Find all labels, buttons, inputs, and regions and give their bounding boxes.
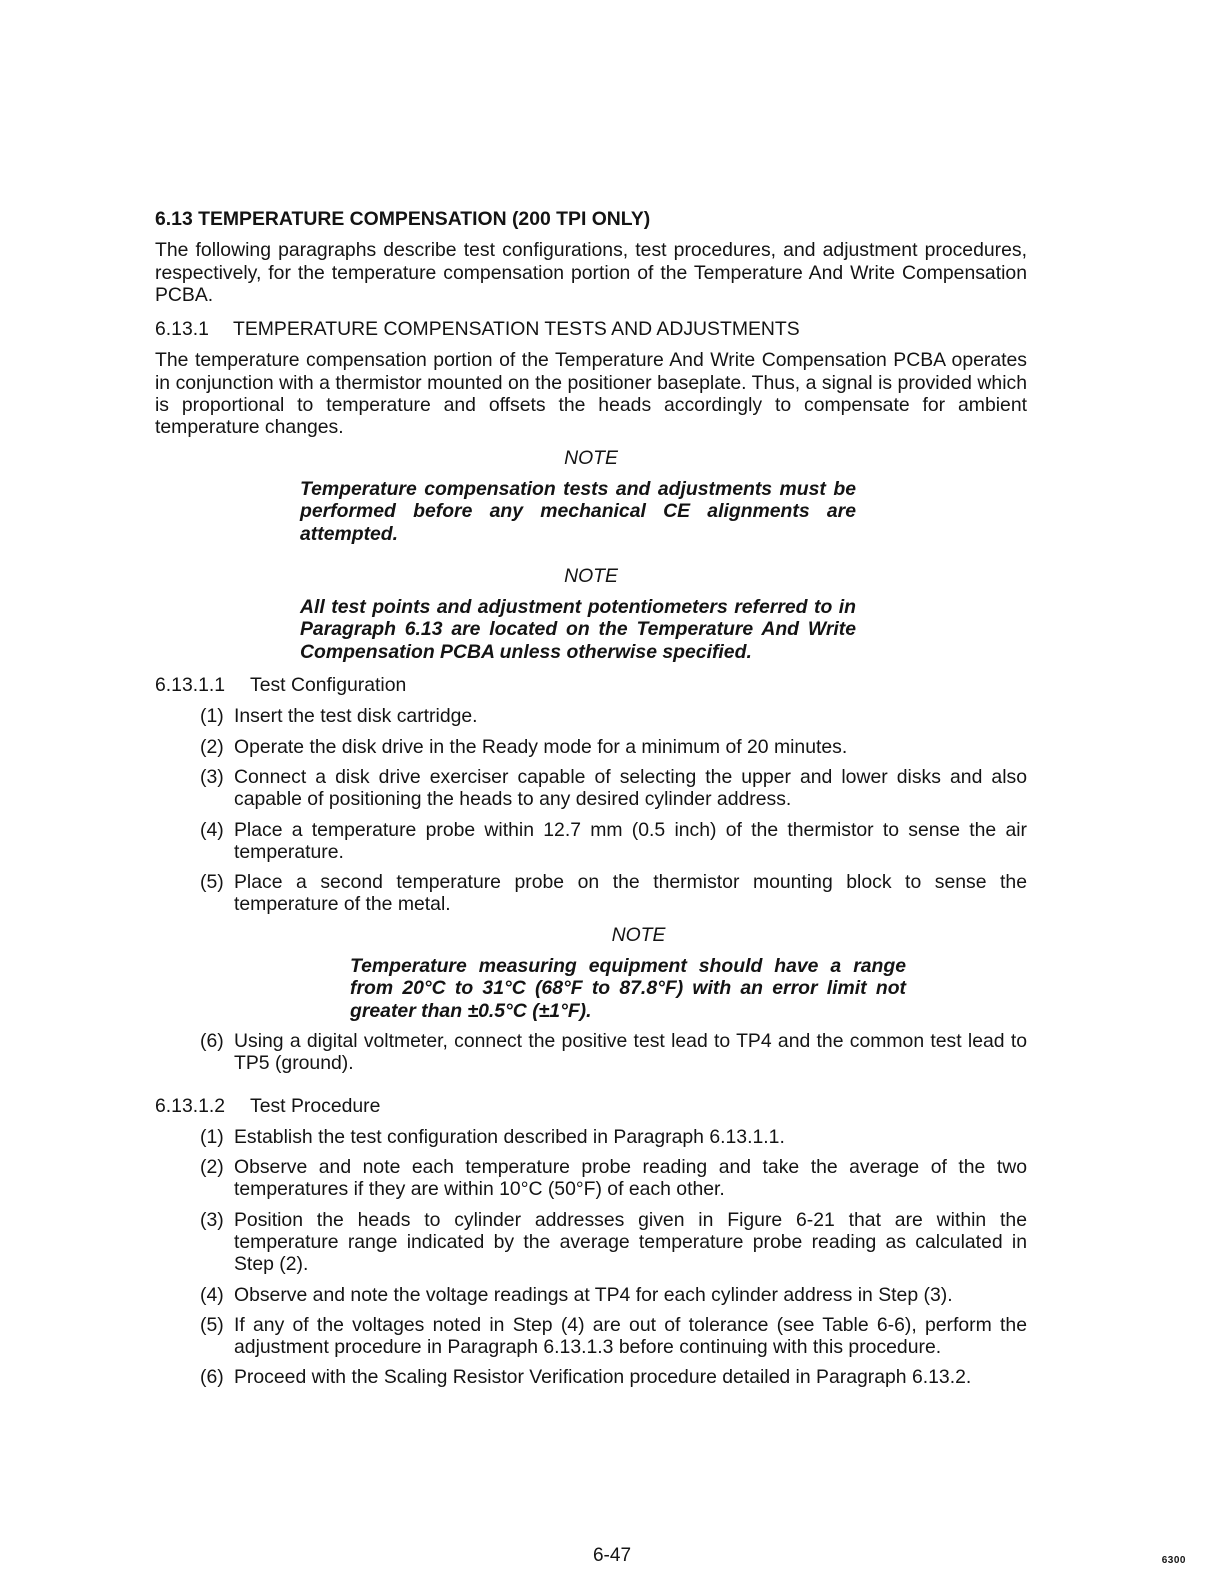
test-configuration-heading bbox=[155, 674, 1027, 696]
step-text: Operate the disk drive in the Ready mode for a minimum of 20 minutes. bbox=[234, 735, 848, 758]
list-item bbox=[200, 819, 1027, 864]
step-text: Connect a disk drive exerciser capable of selecting the upper and lower disks and also capable of positioning the heads to any desired cylinder address. bbox=[234, 765, 1027, 811]
subsection-body: The temperature compensation portion of the Temperature And Write Compensation PCBA operates in conjunction with a thermistor mounted on the positioner baseplate. Thus, a signal is provided which is proportional to temperature and offsets the heads accordingly to compensate for ambient temperature changes. bbox=[155, 349, 1027, 439]
list-item bbox=[200, 766, 1027, 811]
list-item bbox=[200, 705, 1027, 727]
note-1 bbox=[155, 447, 1027, 545]
section-heading: 6.13 TEMPERATURE COMPENSATION (200 TPI ONLY) bbox=[155, 208, 651, 230]
section-intro: The following paragraphs describe test configurations, test procedures, and adjustment procedures, respectively, for the temperature compensation portion of the Temperature And Write Compensation PCBA. bbox=[155, 239, 1027, 306]
step-text: Observe and note each temperature probe reading and take the average of the two temperatures if they are within 10°C (50°F) of each other. bbox=[234, 1156, 1027, 1201]
step-marker: (5) bbox=[200, 871, 224, 894]
test-configuration-title: Test Configuration bbox=[250, 674, 407, 697]
note-1-title: NOTE bbox=[564, 446, 618, 469]
test-procedure-heading bbox=[155, 1095, 1027, 1117]
note-3-text: Temperature measuring equipment should have a range from 20°C to 31°C (68°F to 87.8°F) with an error limit not greater than ±0.5°C (±1°F). bbox=[350, 955, 906, 1022]
step-marker: (4) bbox=[200, 818, 224, 841]
step-marker: (2) bbox=[200, 1156, 224, 1179]
step-marker: (3) bbox=[200, 1208, 224, 1231]
note-3-title: NOTE bbox=[611, 923, 666, 946]
step-marker: (1) bbox=[200, 1125, 224, 1148]
step-marker: (6) bbox=[200, 1366, 224, 1389]
test-procedure-number: 6.13.1.2 bbox=[155, 1094, 226, 1117]
list-item bbox=[200, 1156, 1027, 1201]
test-procedure-title: Test Procedure bbox=[250, 1094, 381, 1117]
document-code: 6300 bbox=[1161, 1555, 1186, 1566]
list-item bbox=[200, 736, 1027, 758]
test-procedure-steps bbox=[155, 1126, 1027, 1389]
step-text: Position the heads to cylinder addresses given in Figure 6-21 that are within the temperature range indicated by the average temperature probe reading as calculated in Step (2). bbox=[234, 1208, 1027, 1276]
list-item bbox=[200, 1284, 1027, 1306]
list-item bbox=[200, 1366, 1027, 1388]
step-marker: (1) bbox=[200, 705, 224, 728]
step-text: Using a digital voltmeter, connect the positive test lead to TP4 and the common test lead to TP5 (ground). bbox=[234, 1029, 1027, 1075]
step-text: Place a second temperature probe on the thermistor mounting block to sense the temperature of the metal. bbox=[234, 871, 1027, 916]
test-configuration-steps bbox=[155, 705, 1027, 915]
subsection-title: TEMPERATURE COMPENSATION TESTS AND ADJUSTMENTS bbox=[233, 318, 800, 341]
step-text: Observe and note the voltage readings at TP4 for each cylinder address in Step (3). bbox=[234, 1283, 953, 1306]
list-item bbox=[200, 1209, 1027, 1276]
subsection-heading bbox=[155, 318, 1027, 340]
note-2-title: NOTE bbox=[564, 564, 618, 587]
step-text: If any of the voltages noted in Step (4) are out of tolerance (see Table 6-6), perform the adjustment procedure in Paragraph 6.13.1.3 before continuing with this procedure. bbox=[234, 1313, 1027, 1359]
list-item bbox=[200, 871, 1027, 916]
note-2 bbox=[155, 565, 1027, 663]
list-item bbox=[200, 1030, 1027, 1075]
note-2-text: All test points and adjustment potentiometers referred to in Paragraph 6.13 are located on the Temperature And Write Compensation PCBA unless otherwise specified. bbox=[300, 596, 856, 663]
step-marker: (6) bbox=[200, 1029, 224, 1052]
step-text: Insert the test disk cartridge. bbox=[234, 705, 478, 728]
note-1-text: Temperature compensation tests and adjustments must be performed before any mechanical CE alignments are attempted. bbox=[300, 477, 856, 545]
step-text: Place a temperature probe within 12.7 mm (0.5 inch) of the thermistor to sense the air temperature. bbox=[234, 818, 1027, 863]
step-marker: (2) bbox=[200, 735, 224, 758]
step-marker: (5) bbox=[200, 1313, 224, 1336]
note-3 bbox=[155, 924, 1027, 1022]
step-marker: (4) bbox=[200, 1283, 224, 1306]
page-content bbox=[155, 208, 1027, 1397]
list-item bbox=[200, 1314, 1027, 1359]
step-text: Establish the test configuration described in Paragraph 6.13.1.1. bbox=[234, 1125, 785, 1148]
list-item bbox=[200, 1126, 1027, 1148]
step-text: Proceed with the Scaling Resistor Verification procedure detailed in Paragraph 6.13.2. bbox=[234, 1366, 972, 1389]
step-marker: (3) bbox=[200, 765, 224, 788]
subsection-number: 6.13.1 bbox=[155, 318, 209, 341]
test-configuration-number: 6.13.1.1 bbox=[155, 674, 226, 697]
test-configuration-steps-continued bbox=[155, 1030, 1027, 1075]
page-number: 6-47 bbox=[592, 1545, 632, 1566]
